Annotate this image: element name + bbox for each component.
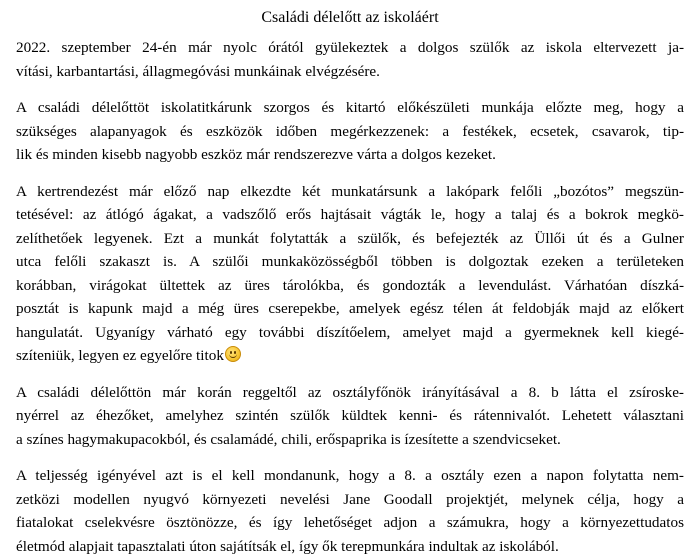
paragraph-1 bbox=[16, 36, 684, 83]
paragraph-line: utca felőli szakaszt is. A szülői munkaközösségből többen is dolgoztak ezeken a területeken bbox=[16, 250, 684, 274]
paragraph-line: hangulatát. Ugyanígy várható egy további díszítőelem, amelyet majd a gyermeknek kell kiegé- bbox=[16, 321, 684, 345]
paragraph-line: posztát is kapunk majd a még üres cserepekbe, amelyek egész télen át feldobják majd az előkert bbox=[16, 297, 684, 321]
paragraph-2 bbox=[16, 96, 684, 167]
paragraph-line-text: szíteniük, legyen ez egyelőre titok bbox=[16, 347, 224, 364]
paragraph-line: lik és minden kisebb nagyobb eszköz már rendszerezve várta a dolgos kezeket. bbox=[16, 143, 684, 167]
paragraph-line: korábban, virágokat ültettek az üres tárolókba, és gondozták a levendulást. Várhatóan díszká- bbox=[16, 274, 684, 298]
paragraph-line: a színes hagymakupacokból, és csalamádé, chili, erőspaprika is ízesítette a szendvicseket. bbox=[16, 428, 684, 452]
paragraph-line: zetközi modellen nyugvó környezeti nevelési Jane Goodall projektjét, melynek célja, hogy a bbox=[16, 488, 684, 512]
paragraph-line: A kertrendezést már előző nap elkezdte két munkatársunk a lakópark felőli „bozótos” megszün- bbox=[16, 180, 684, 204]
paragraph-line: A családi délelőttöt iskolatitkárunk szorgos és kitartó előkészületi munkája előzte meg, hogy a bbox=[16, 96, 684, 120]
paragraph-4 bbox=[16, 381, 684, 452]
paragraph-line: életmód alapjait tapasztalati úton sajátítsák el, így ők terepmunkára indultak az iskolából. bbox=[16, 535, 684, 558]
paragraph-line: A családi délelőttön már korán reggeltől az osztályfőnök irányításával a 8. b látta el zsíroske- bbox=[16, 381, 684, 405]
smiling-face-icon bbox=[225, 346, 241, 362]
paragraph-line: vítási, karbantartási, állagmegóvási munkáinak elvégzésére. bbox=[16, 60, 684, 84]
paragraph-line: zelíthetőek legyenek. Ezt a munkát folytatták a szülők, és befejezték az Üllői út és a Gulner bbox=[16, 227, 684, 251]
paragraph-line: szükséges alapanyagok és eszközök időben megérkezzenek: a festékek, ecsetek, csavarok, tip- bbox=[16, 120, 684, 144]
paragraph-line: nyérrel az éhezőket, amelyhez szintén szülők küldtek kenni- és rátennivalót. Lehetett választani bbox=[16, 404, 684, 428]
document-title: Családi délelőtt az iskoláért bbox=[16, 6, 684, 30]
paragraph-5[interactable] bbox=[16, 464, 684, 558]
paragraph-line: A teljesség igényével azt is el kell mondanunk, hogy a 8. a osztály ezen a napon folytatta nem- bbox=[16, 464, 684, 488]
paragraph-3 bbox=[16, 180, 684, 368]
paragraph-line-with-emoji bbox=[16, 344, 684, 368]
paragraph-line: tetésével: az átlógó ágakat, a vadszőlő erős hajtásait vágták le, hogy a talaj és a bokrok megkö- bbox=[16, 203, 684, 227]
paragraph-line: 2022. szeptember 24-én már nyolc órától gyülekeztek a dolgos szülők az iskola eltervezett ja- bbox=[16, 36, 684, 60]
paragraph-line: fiatalokat cselekvésre ösztönözze, és így lehetőséget adjon a számukra, hogy a környezettudatos bbox=[16, 511, 684, 535]
